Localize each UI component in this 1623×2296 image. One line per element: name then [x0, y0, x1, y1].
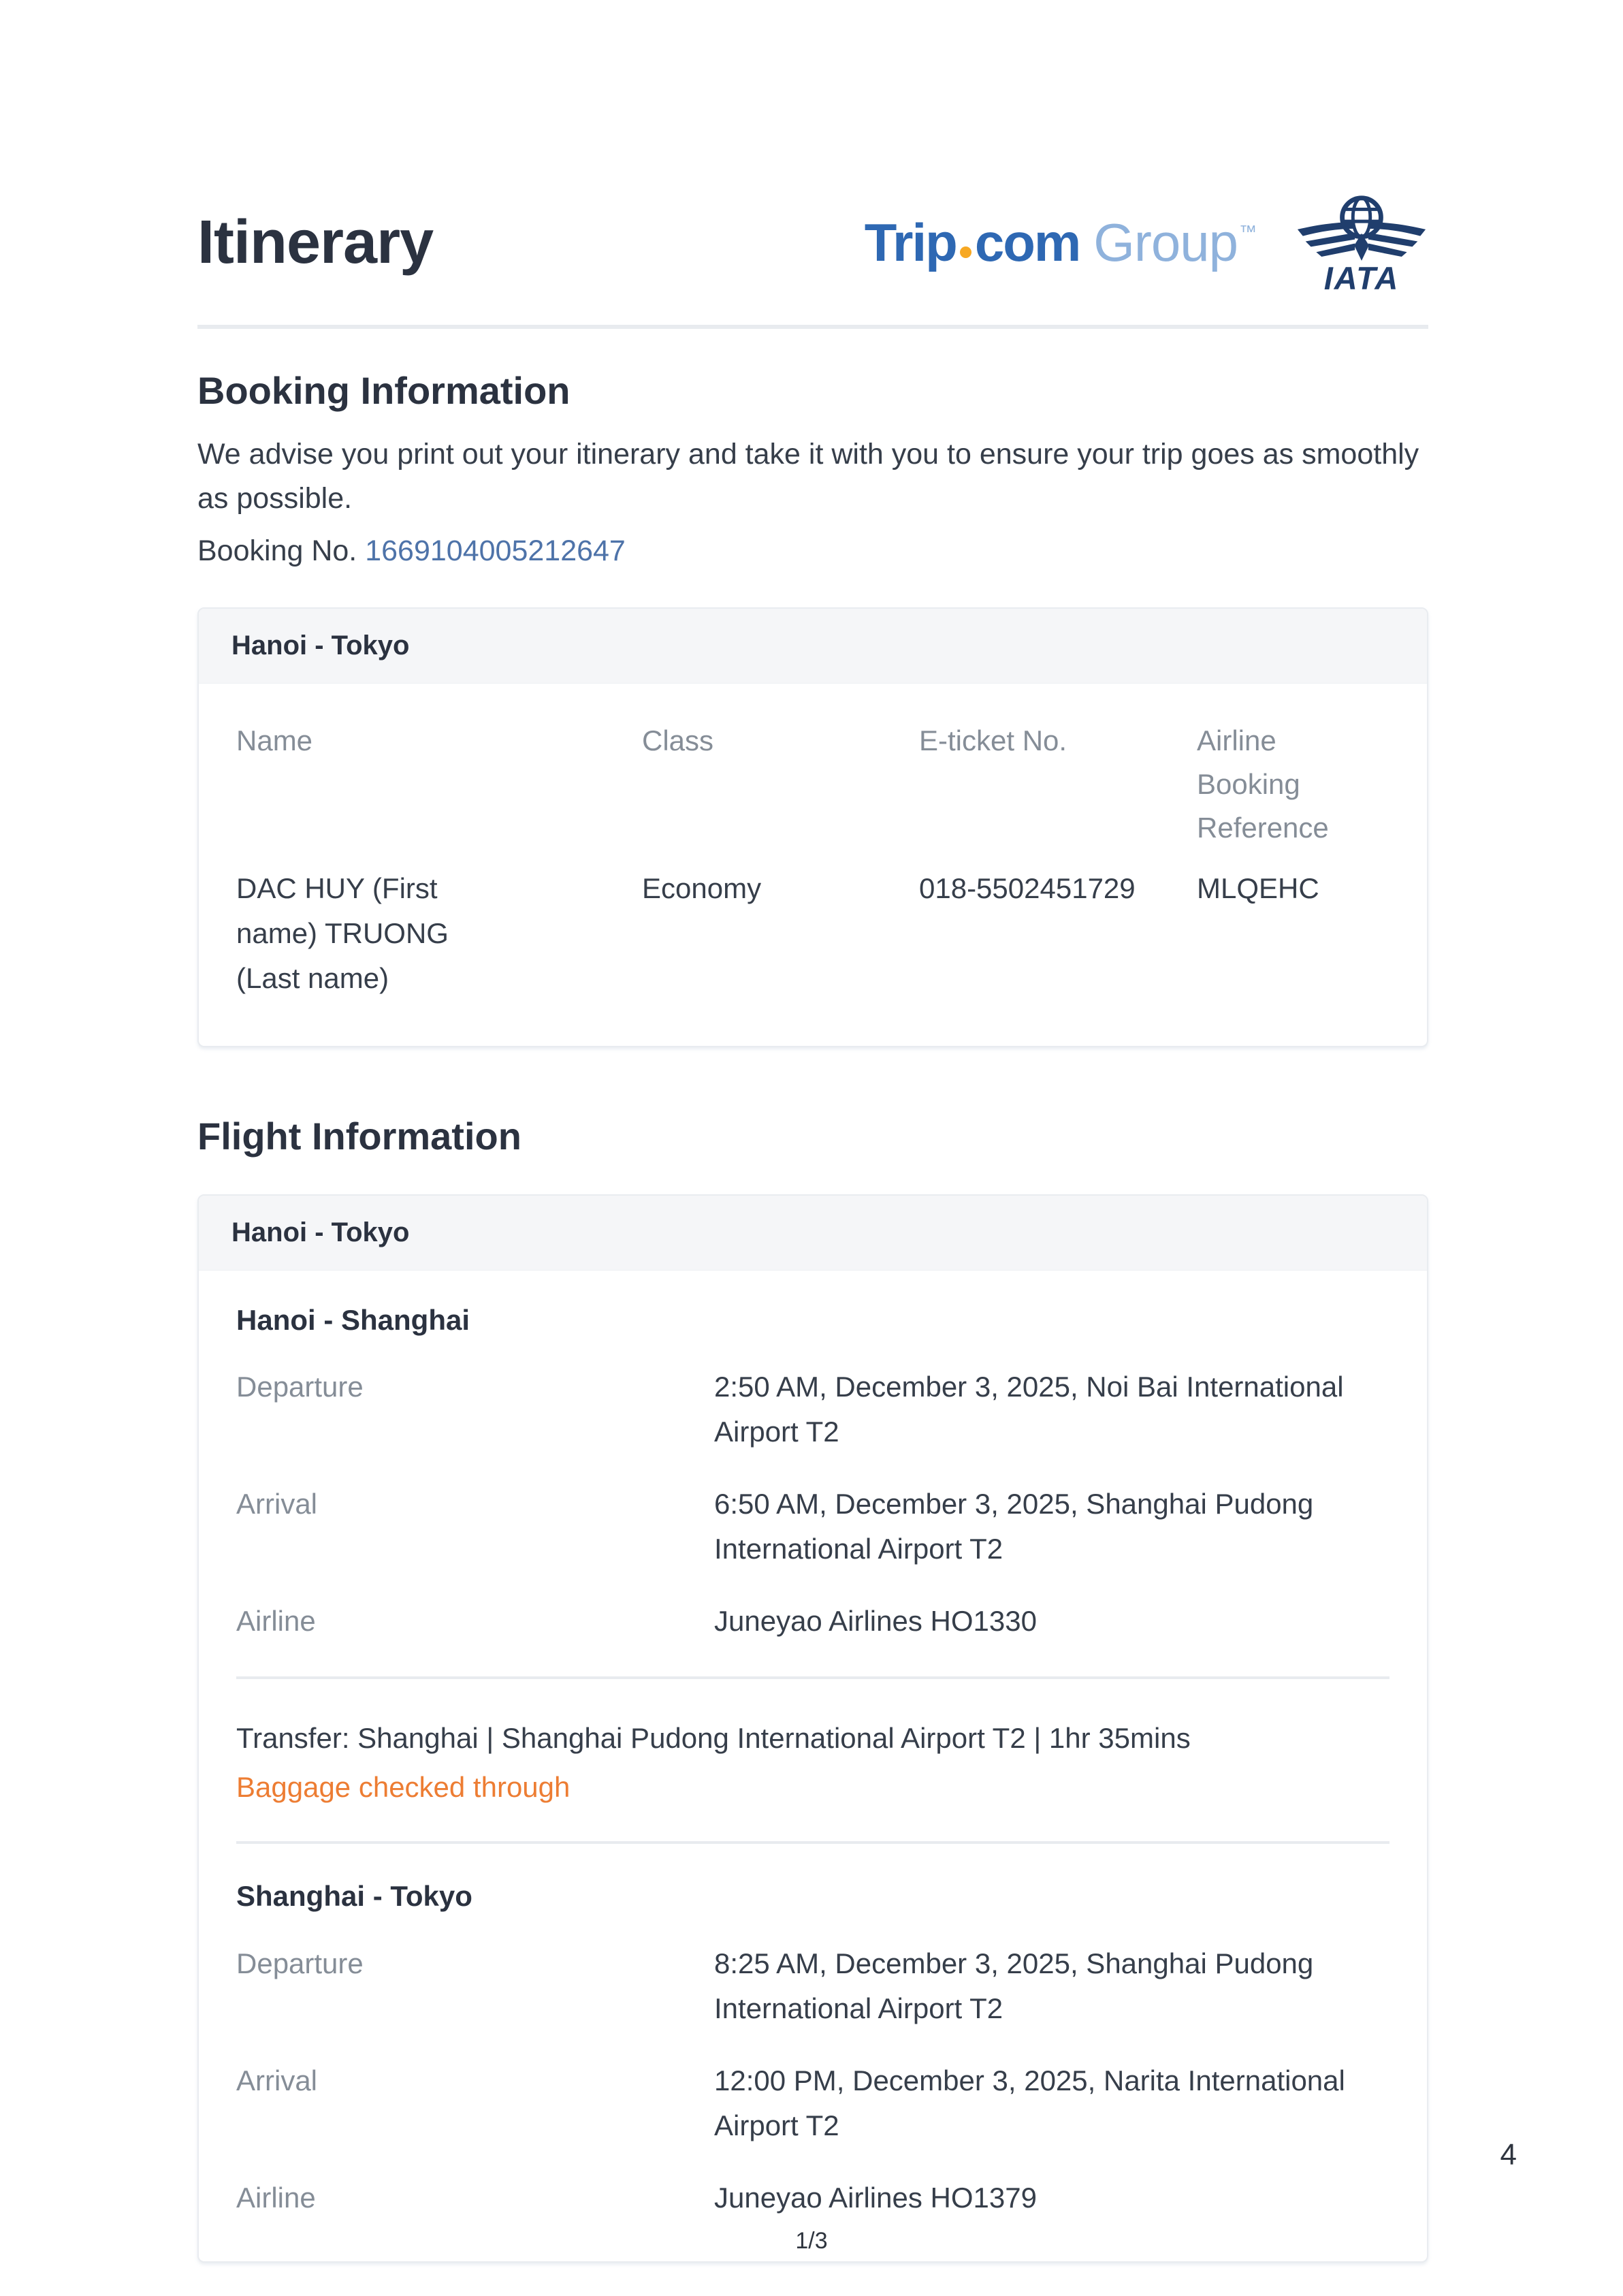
- booking-number-value[interactable]: 1669104005212647: [365, 534, 626, 567]
- page-content: [197, 0, 1428, 2263]
- trip-logo-dot-icon: [960, 246, 971, 258]
- segment-2-airline-row: [236, 2175, 1389, 2220]
- transfer-info: Transfer: Shanghai | Shanghai Pudong International Airport T2 | 1hr 35mins: [236, 1722, 1191, 1755]
- departure-label: Departure: [236, 1947, 364, 1979]
- segment-divider: [236, 1676, 1389, 1679]
- column-header-eticket: E-ticket No.: [919, 724, 1067, 756]
- page-header: [197, 0, 1428, 293]
- airline-booking-reference: MLQEHC: [1197, 872, 1319, 904]
- flight-information-heading: Flight Information: [197, 1114, 521, 1158]
- flight-card-route: Hanoi - Tokyo: [199, 1196, 1427, 1271]
- airline-label: Airline: [236, 1605, 316, 1638]
- booking-information-heading: Booking Information: [197, 368, 571, 412]
- airline-value: Juneyao Airlines HO1379: [714, 2181, 1037, 2214]
- segment-1-airline-row: [236, 1599, 1389, 1644]
- cabin-class: Economy: [642, 872, 762, 904]
- flight-card: [197, 1194, 1428, 2263]
- flight-card-body: [199, 1271, 1427, 2261]
- booking-card: [197, 607, 1428, 1047]
- segment-1-arrival-row: [236, 1482, 1389, 1572]
- arrival-value: 12:00 PM, December 3, 2025, Narita International Airport T2: [714, 2064, 1345, 2141]
- booking-advice-text: We advise you print out your itinerary and take it with you to ensure your trip goes as smoothly as possible.: [197, 437, 1419, 515]
- page-number: 4: [1500, 2138, 1517, 2171]
- tripcom-group-logo: [865, 212, 1257, 274]
- arrival-label: Arrival: [236, 1488, 318, 1520]
- departure-value: 8:25 AM, December 3, 2025, Shanghai Pudong International Airport T2: [714, 1947, 1314, 2024]
- segment-2-departure-row: [236, 1941, 1389, 2031]
- page-footer-indicator: 1/3: [795, 2228, 828, 2254]
- header-divider: [197, 325, 1428, 329]
- table-row: [236, 866, 1389, 1001]
- booking-number-label: Booking No.: [197, 534, 357, 567]
- airline-label: Airline: [236, 2181, 316, 2214]
- segment-1-departure-row: [236, 1365, 1389, 1454]
- trademark-symbol: ™: [1239, 221, 1257, 242]
- trip-logo-text: Trip: [864, 212, 957, 272]
- segment-divider: [236, 1841, 1389, 1844]
- trip-logo-group-text: Group: [1093, 212, 1238, 272]
- booking-table-header: [236, 719, 1389, 850]
- passenger-name: DAC HUY (First name) TRUONG (Last name): [236, 872, 449, 994]
- booking-card-body: [199, 684, 1427, 1046]
- airline-value: Juneyao Airlines HO1330: [714, 1605, 1037, 1638]
- column-header-name: Name: [236, 724, 313, 756]
- transfer-block: [236, 1717, 1389, 1808]
- trip-logo-com-text: com: [974, 212, 1080, 272]
- booking-number-line: [197, 529, 1428, 573]
- baggage-checked-through-note: Baggage checked through: [236, 1771, 571, 1804]
- iata-logo-icon: [1295, 192, 1428, 293]
- page-title: Itinerary: [197, 208, 434, 276]
- segment-1-route: Hanoi - Shanghai: [236, 1303, 470, 1336]
- column-header-class: Class: [642, 724, 714, 756]
- iata-logo-text: IATA: [1323, 260, 1400, 293]
- logo-group: [865, 192, 1428, 293]
- arrival-value: 6:50 AM, December 3, 2025, Shanghai Pudong International Airport T2: [714, 1488, 1314, 1565]
- departure-label: Departure: [236, 1371, 364, 1403]
- departure-value: 2:50 AM, December 3, 2025, Noi Bai International Airport T2: [714, 1371, 1344, 1448]
- arrival-label: Arrival: [236, 2064, 318, 2096]
- booking-card-route: Hanoi - Tokyo: [199, 609, 1427, 684]
- segment-2-arrival-row: [236, 2058, 1389, 2148]
- segment-2-route: Shanghai - Tokyo: [236, 1880, 472, 1913]
- eticket-number: 018-5502451729: [919, 872, 1136, 904]
- column-header-reference: Airline Booking Reference: [1197, 724, 1329, 844]
